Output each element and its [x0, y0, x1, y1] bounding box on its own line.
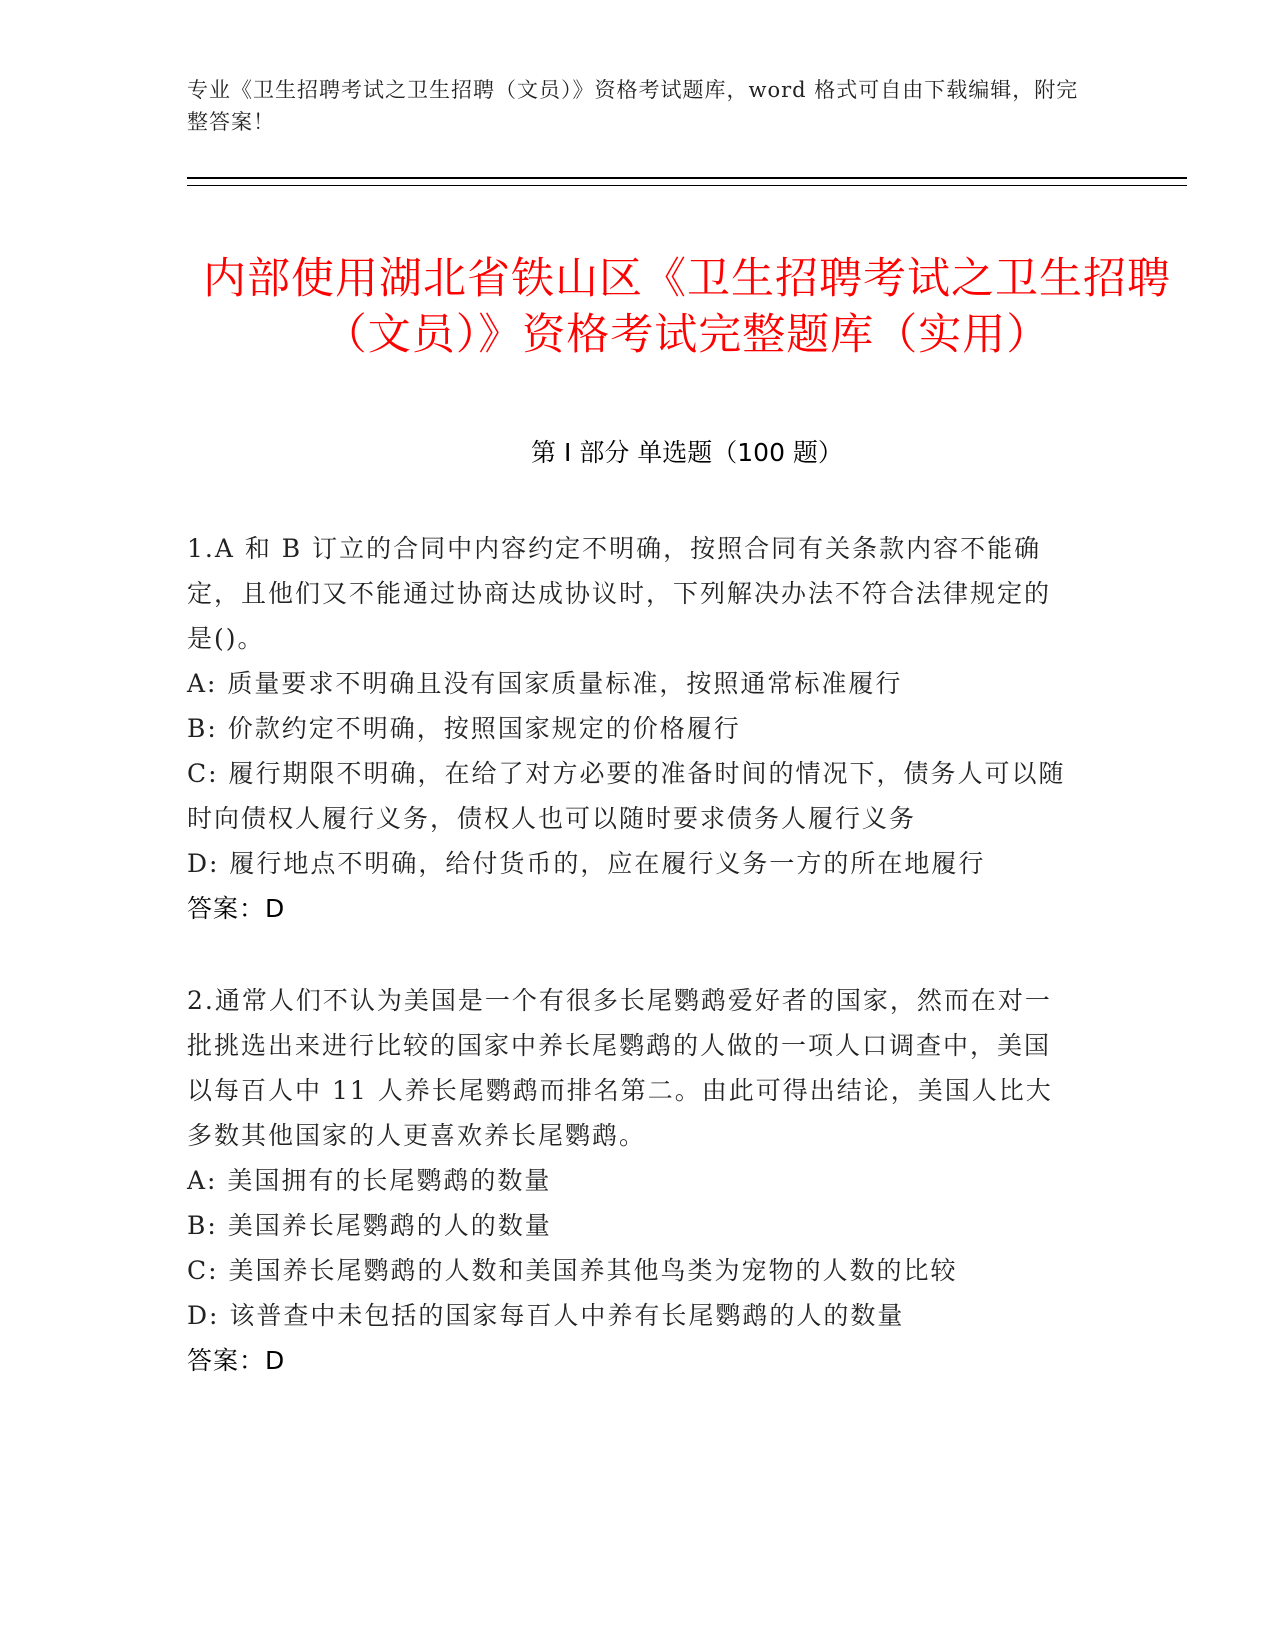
header-note: 专业《卫生招聘考试之卫生招聘（文员）》资格考试题库，word 格式可自由下载编辑，附完整答案！ — [187, 78, 1079, 134]
option-a: A: 质量要求不明确且没有国家质量标准，按照通常标准履行 — [187, 669, 903, 698]
question-1 — [187, 526, 1067, 931]
question-stem: 1.A 和 B 订立的合同中内容约定不明确，按照合同有关条款内容不能确定，且他们又不能通过协商达成协议时，下列解决办法不符合法律规定的是()。 — [187, 534, 1052, 653]
section-title: 第 I 部分 单选题（100 题） — [531, 438, 843, 467]
option-d: D: 履行地点不明确，给付货币的，应在履行义务一方的所在地履行 — [187, 849, 986, 878]
option-c: C: 美国养长尾鹦鹉的人数和美国养其他鸟类为宠物的人数的比较 — [187, 1256, 958, 1285]
answer: 答案：D — [187, 1346, 286, 1375]
question-stem: 2.通常人们不认为美国是一个有很多长尾鹦鹉爱好者的国家，然而在对一批挑选出来进行比较的国家中养长尾鹦鹉的人做的一项人口调查中，美国以每百人中 11 人养长尾鹦鹉而排名第二。由此可得出结论，美国人比大多数其他国家的人更喜欢养长尾鹦鹉。 — [187, 986, 1053, 1150]
option-b: B: 价款约定不明确，按照国家规定的价格履行 — [187, 714, 741, 743]
option-a: A: 美国拥有的长尾鹦鹉的数量 — [187, 1166, 552, 1195]
header-rule-thin — [187, 185, 1187, 186]
option-d: D: 该普查中未包括的国家每百人中养有长尾鹦鹉的人的数量 — [187, 1301, 905, 1330]
answer: 答案：D — [187, 894, 286, 923]
option-b: B: 美国养长尾鹦鹉的人的数量 — [187, 1211, 552, 1240]
question-2 — [187, 978, 1067, 1383]
header-rule-thick — [187, 177, 1187, 179]
option-c: C: 履行期限不明确，在给了对方必要的准备时间的情况下，债务人可以随时向债权人履行义务，债权人也可以随时要求债务人履行义务 — [187, 759, 1066, 833]
document-title: 内部使用湖北省铁山区《卫生招聘考试之卫生招聘（文员）》资格考试完整题库（实用） — [203, 253, 1171, 360]
